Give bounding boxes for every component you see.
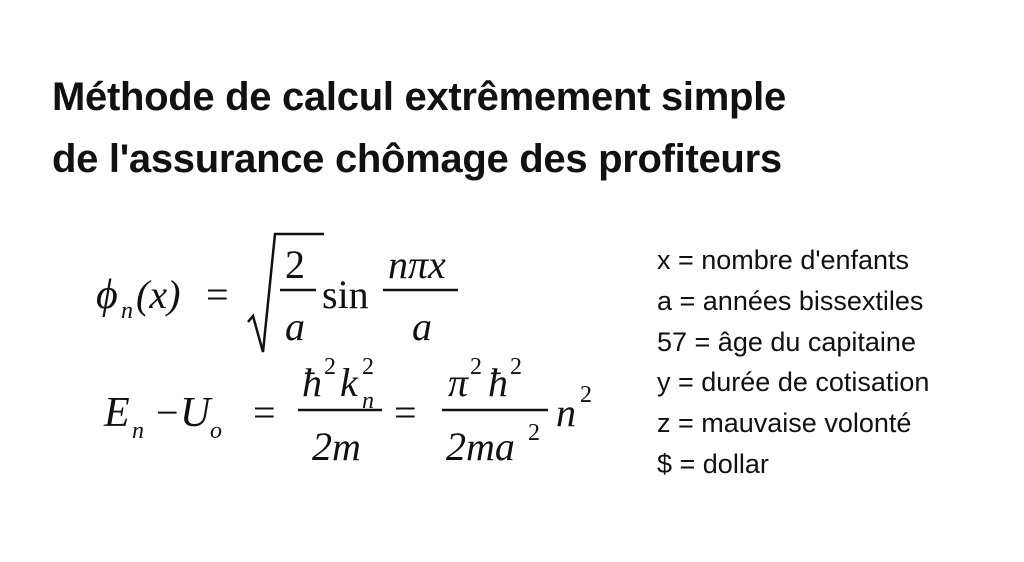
potential-symbol: U [180,390,211,436]
page-title [52,66,786,190]
equals-sign-1: = [206,272,229,317]
energy-subscript: n [132,418,144,444]
phi-symbol: ϕ [96,272,118,318]
denominator-exponent: 2 [528,420,540,446]
legend-item: z = mauvaise volonté [657,408,912,439]
energy-symbol: E [104,390,130,436]
sqrt-denominator: a [285,304,305,349]
equals-sign-3: = [394,390,417,435]
legend-item: y = durée de cotisation [657,367,930,398]
legend-item: 57 = âge du capitaine [657,326,916,357]
hbar-exponent-1: 2 [324,354,336,380]
energy-denominator-2: 2ma [446,424,515,469]
legend-item: a = années bissextiles [657,285,924,316]
sin-function: sin [322,272,369,317]
formula-svg [96,228,626,478]
hbar-exponent-2: 2 [510,354,522,380]
sqrt-numerator: 2 [285,242,305,287]
wavenumber-symbol: k [340,360,358,405]
variable-legend [657,240,929,485]
sin-numerator: nπx [388,242,446,287]
wavenumber-subscript: n [362,388,374,414]
formula-energy [103,354,592,469]
quantum-number: n [556,390,576,435]
phi-subscript: n [121,298,133,324]
wavenumber-exponent: 2 [362,354,374,380]
potential-subscript: o [210,418,222,444]
hbar-symbol-1: ħ [302,360,322,405]
formula-wavefunction [96,234,458,352]
title-line-2: de l'assurance chômage des profiteurs [52,137,782,181]
pi-symbol: π [448,360,469,405]
pi-exponent: 2 [470,354,482,380]
phi-argument: (x) [136,272,181,317]
legend-item: $ = dollar [657,448,769,479]
quantum-number-exponent: 2 [580,382,592,408]
minus-sign: − [156,390,179,435]
hbar-symbol-2: ħ [488,360,508,405]
formula-block [96,228,626,478]
legend-item: x = nombre d'enfants [657,245,910,275]
sin-denominator: a [412,304,432,349]
energy-denominator-1: 2m [312,424,361,469]
equals-sign-2: = [253,390,276,435]
title-line-1: Méthode de calcul extrêmement simple [52,75,786,119]
